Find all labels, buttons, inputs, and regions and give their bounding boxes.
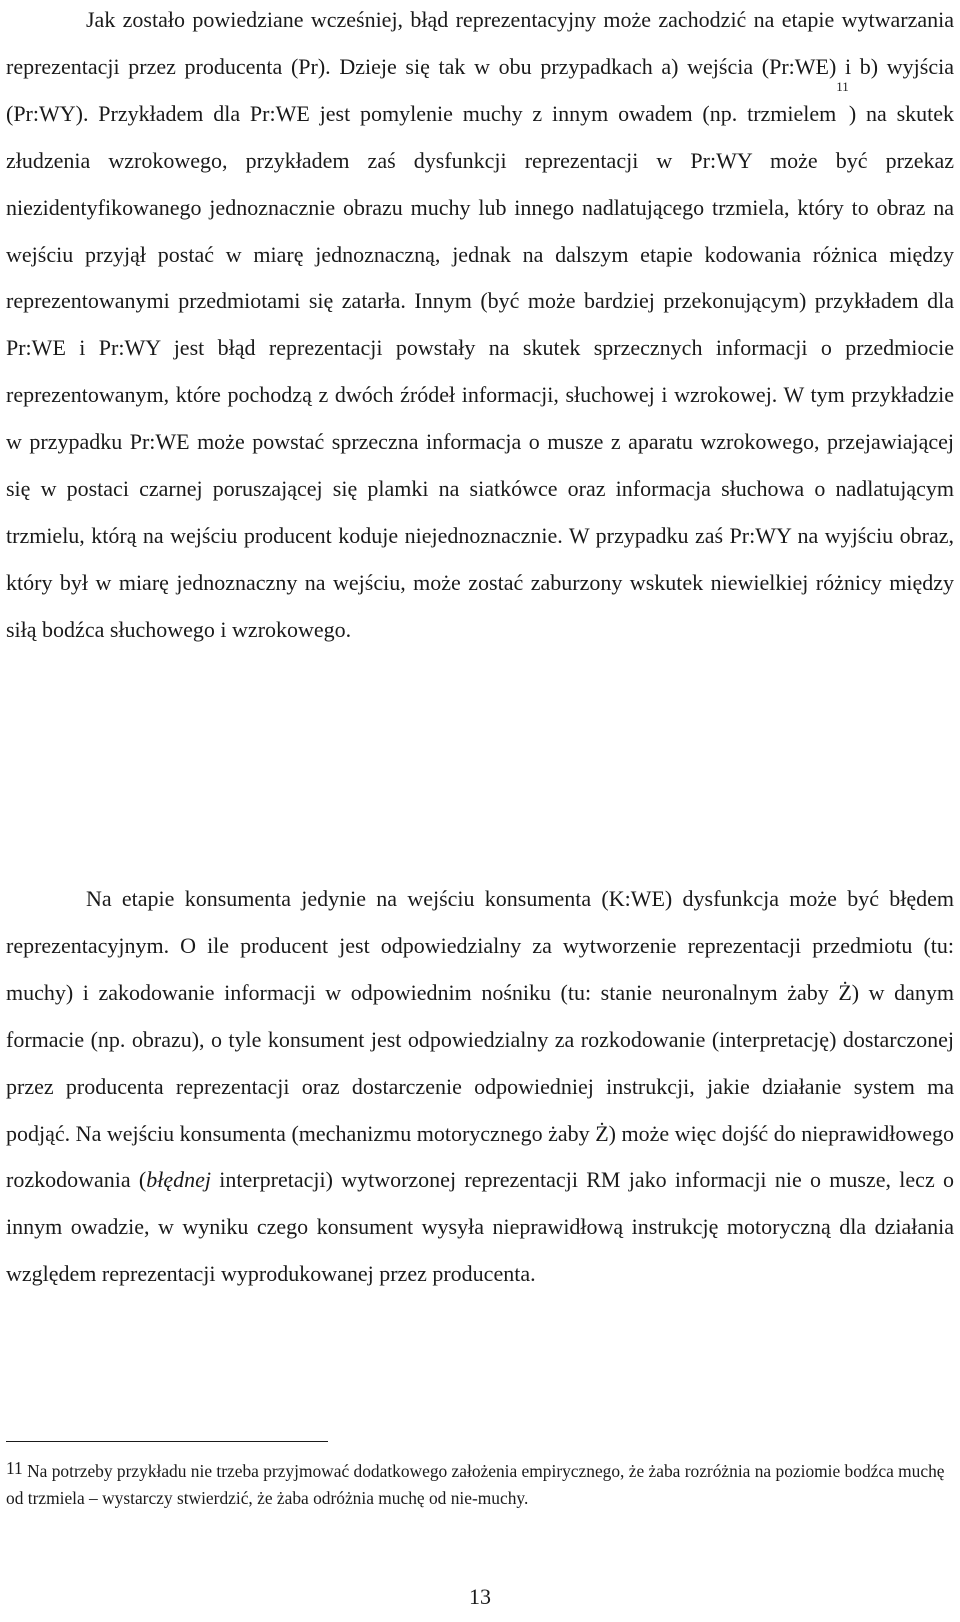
footnote-number: 11 [6, 1458, 23, 1478]
paragraph-text: interpretacji) wytworzonej reprezentacji RM jako informacji nie o musze, lecz o innym owadzie, w wyniku czego konsument wysyła nieprawidłową instrukcję motoryczną dla działania względem reprezentacji wyprodukowanej przez producenta. [6, 1167, 954, 1287]
paragraph-text: Na etapie konsumenta jedynie na wejściu konsumenta (K:WE) dysfunkcja może być błędem reprezentacyjnym. O ile producent jest odpowiedzialny za wytworzenie reprezentacji przedmiotu (tu: muchy) i zakodowanie informacji w odpowiednim nośniku (tu: stanie neuronalnym żaby Ż) w danym formacie (np. obrazu), o tyle konsument jest odpowiedzialny za rozkodowanie (interpretację) dostarczonej przez producenta reprezentacji oraz dostarczenie odpowiedniej instrukcji, jakie działanie system ma podjąć. Na wejściu konsumenta (mechanizmu motorycznego żaby Ż) może więc dojść do nieprawidłowego rozkodowania ( [6, 886, 954, 1193]
footnote-text: Na potrzeby przykładu nie trzeba przyjmować dodatkowego założenia empirycznego, że żaba rozróżnia na poziomie bodźca muchę od trzmiela – wystarczy stwierdzić, że żaba odróżnia muchę od nie-muchy. [6, 1461, 945, 1508]
emphasized-text: błędnej [146, 1167, 212, 1193]
body-paragraph [6, 876, 954, 1298]
footnote [6, 1458, 954, 1512]
document-page [6, 0, 954, 1622]
footnote-reference[interactable]: 11 [836, 78, 849, 94]
paragraph-text: Jak zostało powiedziane wcześniej, błąd reprezentacyjny może zachodzić na etapie wytwarzania reprezentacji przez producenta (Pr). Dzieje się tak w obu przypadkach a) wejścia (Pr:WE) i b) wyjścia (Pr:WY). Przykładem dla Pr:WE jest pomylenie muchy z innym owadem (np. trzmielem [6, 7, 954, 126]
paragraph-text: ) na skutek złudzenia wzrokowego, przykładem zaś dysfunkcji reprezentacji w Pr:WY może być przekaz niezidentyfikowanego jednoznacznie obrazu muchy lub innego nadlatującego trzmiela, który to obraz na wejściu przyjął postać w miarę jednoznaczną, jednak na dalszym etapie kodowania różnica między reprezentowanymi przedmiotami się zatarła. Innym (być może bardziej przekonującym) przykładem dla Pr:WE i Pr:WY jest błąd reprezentacji powstały na skutek sprzecznych informacji o przedmiocie reprezentowanym, które pochodzą z dwóch źródeł informacji, słuchowej i wzrokowej. W tym przykładzie w przypadku Pr:WE może powstać sprzeczna informacja o musze z aparatu wzrokowego, przejawiającej się w postaci czarnej poruszającej się plamki na siatkówce oraz informacja słuchowa o nadlatującym trzmielu, którą na wejściu producent koduje niejednoznacznie. W przypadku zaś Pr:WY na wyjściu obraz, który był w miarę jednoznaczny na wejściu, może zostać zaburzony wskutek niewielkiej różnicy między siłą bodźca słuchowego i wzrokowego. [6, 100, 955, 642]
footnote-separator [6, 1441, 328, 1442]
page-number: 13 [469, 1584, 491, 1609]
body-paragraph [6, 0, 954, 654]
